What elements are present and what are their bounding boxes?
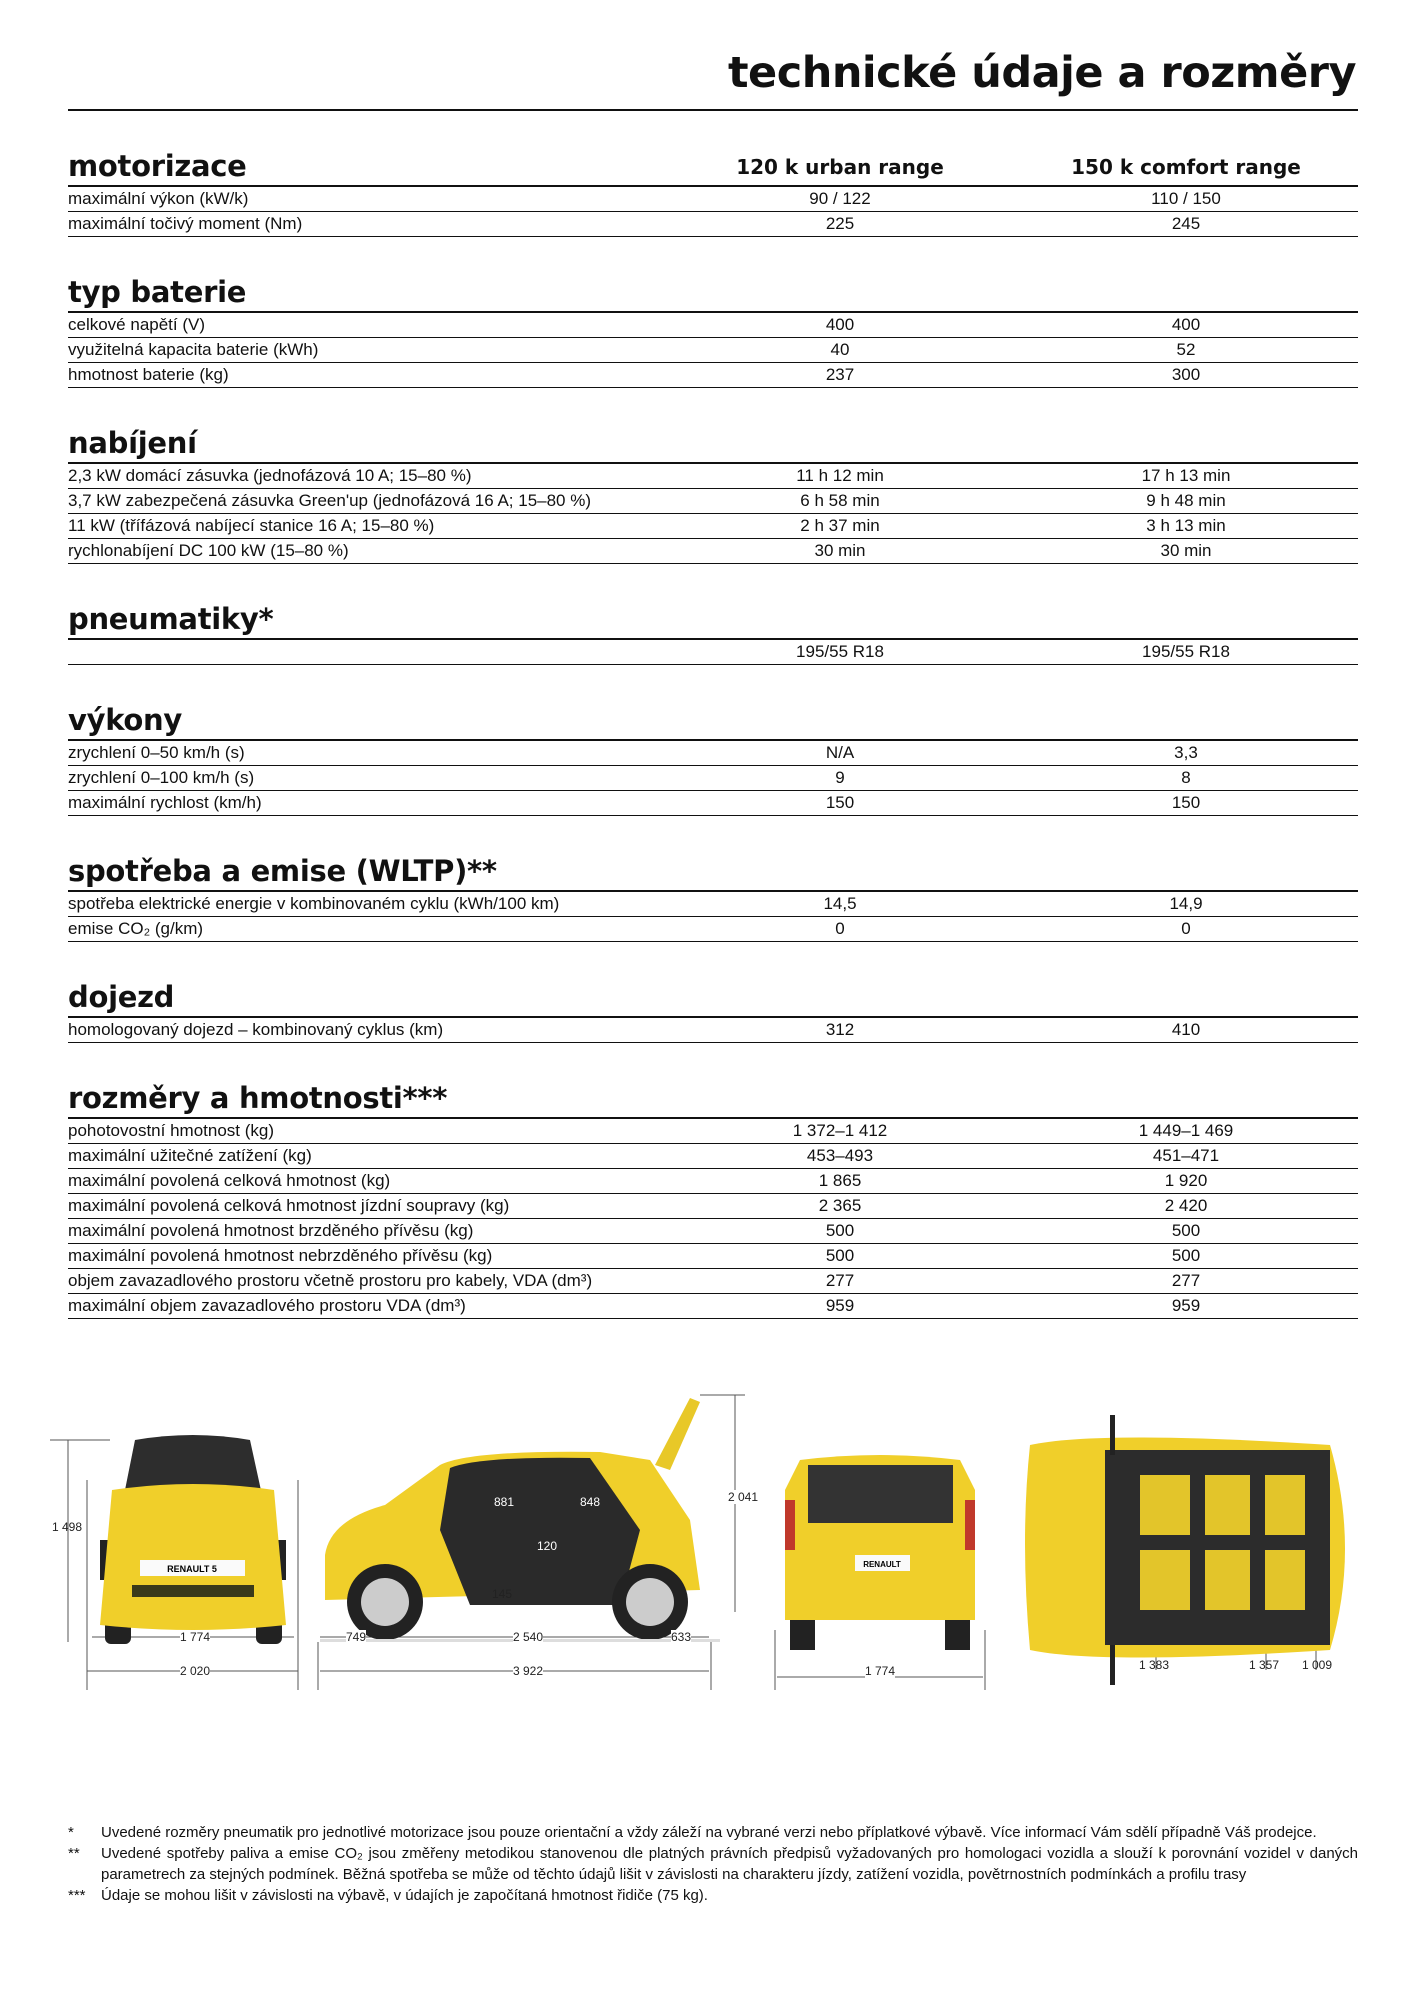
footnote [68, 1843, 1358, 1885]
value-comfort: 959 [1171, 1296, 1201, 1315]
footnote-text: Údaje se mohou lišit v závislosti na výbavě, v údajích je započítaná hmotnost řidiče (75 kg). [101, 1887, 708, 1904]
section-rows [68, 1016, 1358, 1043]
table-row [68, 1194, 1358, 1219]
section-header [68, 422, 1358, 462]
table-row [68, 539, 1358, 564]
section-header [68, 145, 1358, 185]
footnote-marker: * [68, 1824, 74, 1841]
footnote-text: Uvedené rozměry pneumatik pro jednotlivé motorizace jsou pouze orientační a vždy záleží na vybrané verzi nebo příplatkové výbavě. Více informací Vám sdělí případně Váš prodejce. [101, 1824, 1317, 1841]
spec-section [68, 145, 1358, 237]
footnote [68, 1822, 1358, 1843]
dim-boot-length: 1 009 [1301, 1658, 1333, 1672]
value-comfort: 1 920 [1164, 1171, 1208, 1190]
table-row [68, 1169, 1358, 1194]
section-title: motorizace [68, 149, 247, 183]
value-urban: 2 h 37 min [800, 516, 880, 535]
value-urban: 400 [825, 315, 855, 334]
row-label: 2,3 kW domácí zásuvka (jednofázová 10 A; 15–80 %) [68, 466, 472, 485]
row-label: maximální povolená hmotnost nebrzděného přívěsu (kg) [68, 1246, 493, 1265]
value-urban: 2 365 [818, 1196, 862, 1215]
dim-height-tailgate: 2 041 [727, 1490, 759, 1504]
section-header [68, 850, 1358, 890]
column-header-urban: 120 k urban range [736, 155, 944, 179]
dim-height: 1 498 [51, 1520, 83, 1534]
spec-section [68, 598, 1358, 665]
value-comfort: 17 h 13 min [1141, 466, 1231, 485]
value-urban: 9 [835, 768, 845, 787]
value-urban: 150 [825, 793, 855, 812]
row-label: maximální výkon (kW/k) [68, 189, 249, 208]
spec-section [68, 976, 1358, 1043]
title-divider [68, 109, 1358, 111]
side-view-car [320, 1398, 720, 1642]
value-comfort: 9 h 48 min [1146, 491, 1226, 510]
section-header [68, 1077, 1358, 1117]
table-row [68, 1018, 1358, 1043]
row-label: maximální rychlost (km/h) [68, 793, 262, 812]
value-comfort: 52 [1176, 340, 1196, 359]
dim-front-overhang: 749 [345, 1630, 367, 1644]
value-urban: 500 [825, 1246, 855, 1265]
value-comfort: 0 [1181, 919, 1191, 938]
row-label: objem zavazadlového prostoru včetně prostoru pro kabely, VDA (dm³) [68, 1271, 593, 1290]
value-comfort: 410 [1171, 1020, 1201, 1039]
footnote-marker: *** [68, 1887, 86, 1904]
value-comfort: 195/55 R18 [1142, 642, 1230, 661]
footnotes [68, 1822, 1358, 1906]
row-label: 3,7 kW zabezpečená zásuvka Green'up (jednofázová 16 A; 15–80 %) [68, 491, 592, 510]
value-urban: 11 h 12 min [796, 466, 884, 485]
dim-rear-interior: 1 357 [1248, 1658, 1280, 1672]
rear-badge: RENAULT [863, 1560, 901, 1569]
spec-section [68, 422, 1358, 564]
row-label: hmotnost baterie (kg) [68, 365, 229, 384]
dim-rear-width: 1 774 [864, 1664, 896, 1678]
table-row [68, 791, 1358, 816]
row-label: pohotovostní hmotnost (kg) [68, 1121, 275, 1140]
dim-width-body: 1 774 [179, 1630, 211, 1644]
section-title: dojezd [68, 980, 175, 1014]
front-view-car [100, 1435, 286, 1644]
column-header-comfort: 150 k comfort range [1071, 155, 1301, 179]
value-comfort: 3 h 13 min [1146, 516, 1226, 535]
value-urban: 312 [825, 1020, 855, 1039]
section-rows [68, 185, 1358, 237]
value-urban: N/A [825, 743, 855, 762]
row-label: zrychlení 0–100 km/h (s) [68, 768, 255, 787]
value-urban: 90 / 122 [809, 189, 871, 208]
row-label: maximální užitečné zatížení (kg) [68, 1146, 312, 1165]
value-urban: 14,5 [823, 894, 857, 913]
value-urban: 6 h 58 min [800, 491, 880, 510]
spec-section [68, 271, 1358, 388]
value-urban: 1 372–1 412 [792, 1121, 888, 1140]
vehicle-dimensions-diagram [0, 1380, 1414, 1720]
footnote-marker: ** [68, 1845, 80, 1862]
spec-section [68, 850, 1358, 942]
dim-length: 3 922 [512, 1664, 544, 1678]
value-comfort: 3,3 [1174, 743, 1198, 762]
page-title: technické údaje a rozměry [728, 48, 1356, 98]
table-row [68, 212, 1358, 237]
table-row [68, 338, 1358, 363]
spec-section [68, 699, 1358, 816]
value-comfort: 8 [1181, 768, 1191, 787]
rear-view-car [785, 1455, 975, 1650]
section-title: pneumatiky* [68, 602, 274, 636]
row-label: homologovaný dojezd – kombinovaný cyklus (km) [68, 1020, 444, 1039]
section-rows [68, 890, 1358, 942]
value-comfort: 277 [1171, 1271, 1201, 1290]
dim-knee-room: 120 [536, 1539, 558, 1553]
value-comfort: 1 449–1 469 [1138, 1121, 1234, 1140]
table-row [68, 363, 1358, 388]
row-label: maximální točivý moment (Nm) [68, 214, 303, 233]
value-urban: 1 865 [818, 1171, 862, 1190]
row-label: 11 kW (třífázová nabíjecí stanice 16 A; 15–80 %) [68, 516, 435, 535]
section-rows [68, 311, 1358, 388]
section-title: spotřeba a emise (WLTP)** [68, 854, 497, 888]
section-header [68, 976, 1358, 1016]
row-label: spotřeba elektrické energie v kombinovaném cyklu (kWh/100 km) [68, 894, 560, 913]
value-comfort: 2 420 [1164, 1196, 1208, 1215]
front-badge: RENAULT 5 [167, 1564, 217, 1574]
row-label: maximální povolená celková hmotnost (kg) [68, 1171, 391, 1190]
value-comfort: 300 [1171, 365, 1201, 384]
row-label: celkové napětí (V) [68, 315, 206, 334]
value-comfort: 150 [1171, 793, 1201, 812]
row-label: maximální povolená celková hmotnost jízdní soupravy (kg) [68, 1196, 510, 1215]
table-row [68, 640, 1358, 665]
row-label: využitelná kapacita baterie (kWh) [68, 340, 319, 359]
value-urban: 453–493 [806, 1146, 874, 1165]
table-row [68, 489, 1358, 514]
value-comfort: 451–471 [1152, 1146, 1220, 1165]
section-title: rozměry a hmotnosti*** [68, 1081, 448, 1115]
table-row [68, 187, 1358, 212]
dim-wheelbase: 2 540 [512, 1630, 544, 1644]
dim-rear-overhang: 633 [670, 1630, 692, 1644]
section-rows [68, 638, 1358, 665]
dim-front-headroom: 881 [493, 1495, 515, 1509]
value-urban: 277 [825, 1271, 855, 1290]
value-comfort: 500 [1171, 1221, 1201, 1240]
table-row [68, 1144, 1358, 1169]
dim-front-interior: 1 383 [1138, 1658, 1170, 1672]
value-urban: 959 [825, 1296, 855, 1315]
spec-table [68, 145, 1358, 1353]
footnote-text: Uvedené spotřeby paliva a emise CO₂ jsou změřeny metodikou stanovenou dle platných právních předpisů vyžadovaných pro homologaci vozidla a slouží k porovnání vozidel v daných parametrech za stejných podmínek. Běžná spotřeba se může od těchto údajů lišit v závislosti na charakteru jízdy, zatížení vozidla, povětrnostních podmínkách a profilu trasy [101, 1845, 1358, 1883]
table-row [68, 741, 1358, 766]
value-comfort: 110 / 150 [1151, 189, 1221, 208]
dim-ground-clearance: 145 [491, 1587, 513, 1601]
value-urban: 30 min [814, 541, 866, 560]
table-row [68, 313, 1358, 338]
table-row [68, 464, 1358, 489]
spec-section [68, 1077, 1358, 1319]
table-row [68, 917, 1358, 942]
value-urban: 237 [825, 365, 855, 384]
top-view-car [1025, 1415, 1345, 1685]
row-label: maximální povolená hmotnost brzděného přívěsu (kg) [68, 1221, 474, 1240]
section-title: výkony [68, 703, 182, 737]
row-label: emise CO₂ (g/km) [68, 919, 204, 938]
value-urban: 0 [835, 919, 845, 938]
table-row [68, 1294, 1358, 1319]
section-rows [68, 462, 1358, 564]
section-header [68, 699, 1358, 739]
value-comfort: 14,9 [1169, 894, 1203, 913]
section-header [68, 598, 1358, 638]
value-comfort: 30 min [1160, 541, 1212, 560]
row-label: rychlonabíjení DC 100 kW (15–80 %) [68, 541, 349, 560]
row-label: maximální objem zavazadlového prostoru VDA (dm³) [68, 1296, 466, 1315]
value-urban: 40 [830, 340, 850, 359]
dim-width-mirrors: 2 020 [179, 1664, 211, 1678]
table-row [68, 1244, 1358, 1269]
table-row [68, 892, 1358, 917]
section-title: typ baterie [68, 275, 247, 309]
section-rows [68, 739, 1358, 816]
section-title: nabíjení [68, 426, 197, 460]
dim-rear-headroom: 848 [579, 1495, 601, 1509]
value-urban: 225 [825, 214, 855, 233]
table-row [68, 1269, 1358, 1294]
value-urban: 500 [825, 1221, 855, 1240]
section-header [68, 271, 1358, 311]
value-urban: 195/55 R18 [796, 642, 884, 661]
value-comfort: 500 [1171, 1246, 1201, 1265]
row-label: zrychlení 0–50 km/h (s) [68, 743, 245, 762]
table-row [68, 1219, 1358, 1244]
table-row [68, 514, 1358, 539]
section-rows [68, 1117, 1358, 1319]
value-comfort: 245 [1171, 214, 1201, 233]
footnote [68, 1885, 1358, 1906]
table-row [68, 1119, 1358, 1144]
table-row [68, 766, 1358, 791]
value-comfort: 400 [1171, 315, 1201, 334]
car-views-illustration [0, 1380, 1414, 1720]
